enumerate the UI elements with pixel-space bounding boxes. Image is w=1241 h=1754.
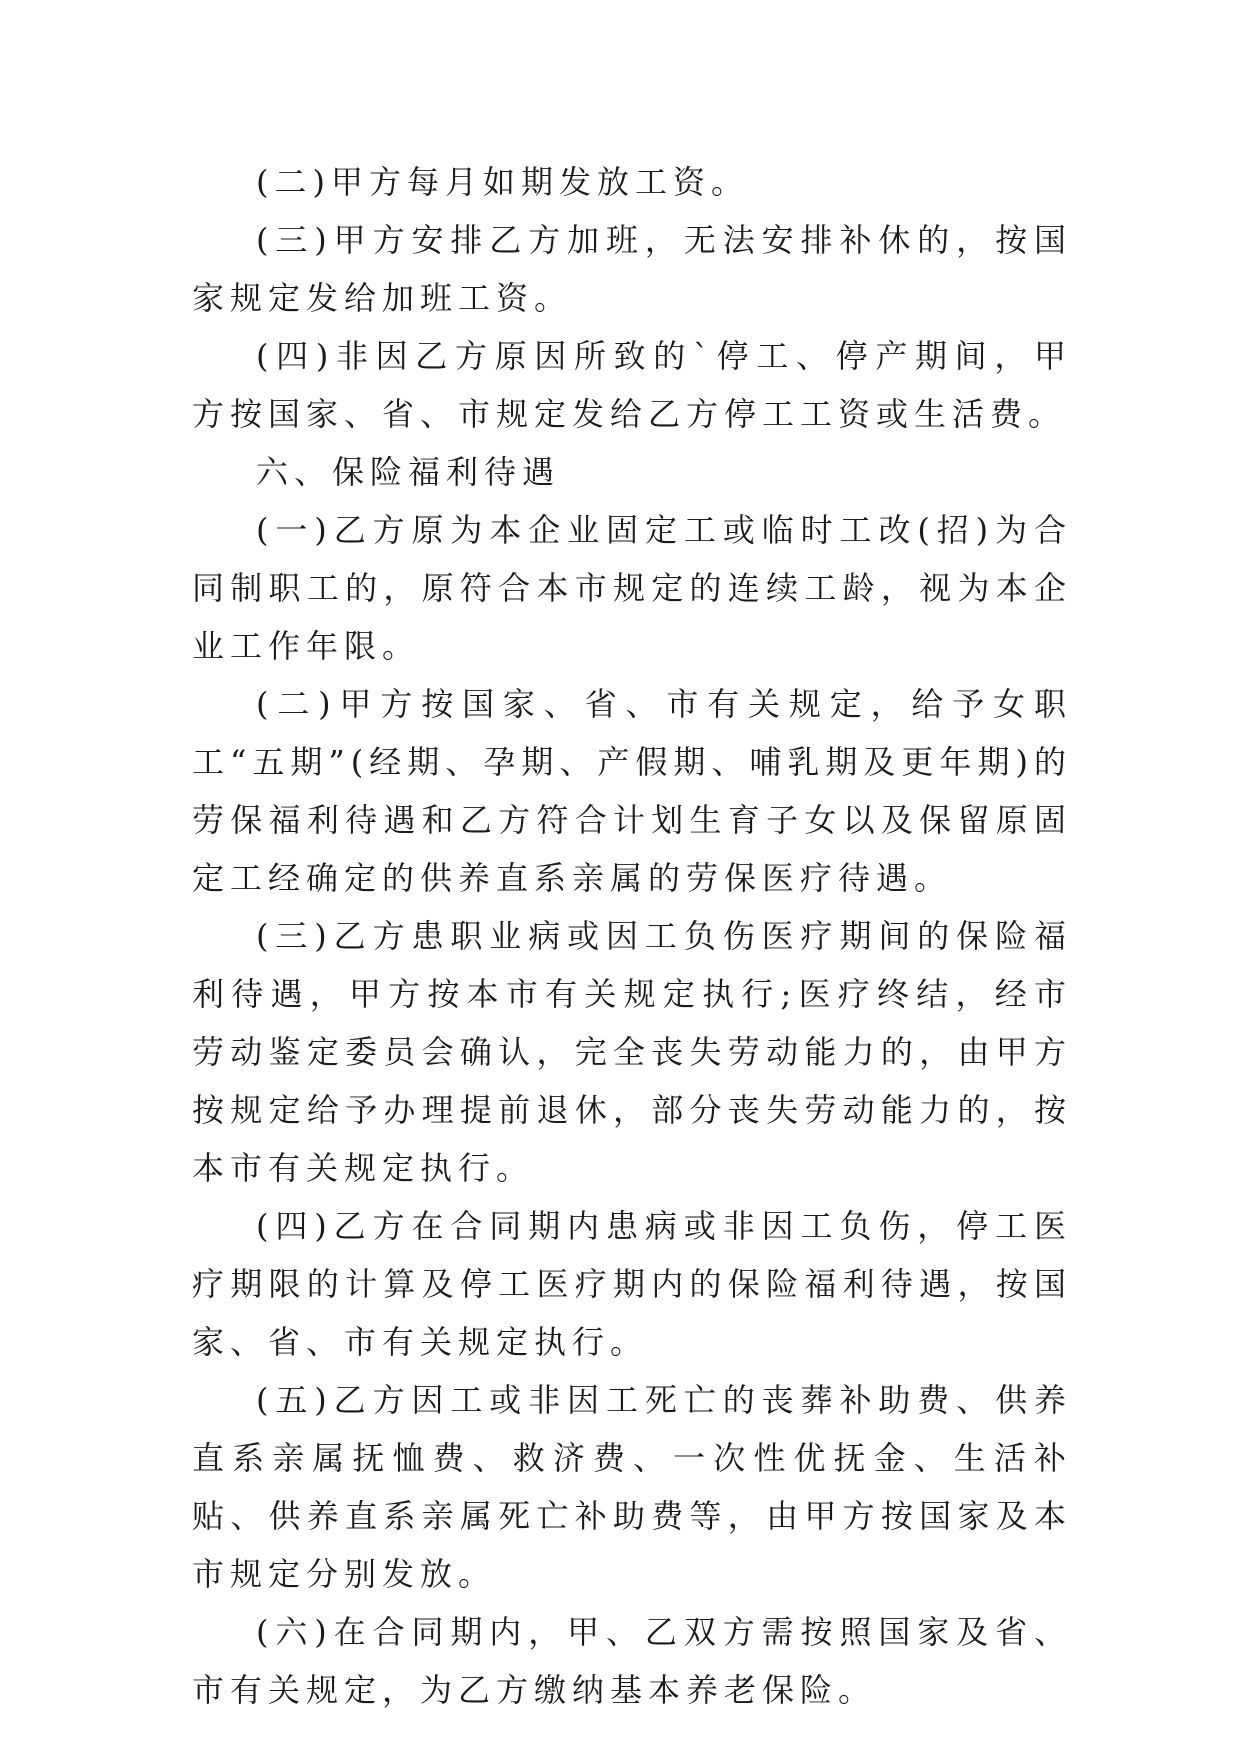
paragraph-death-benefits: (五)乙方因工或非因工死亡的丧葬补助费、供养直系亲属抚恤费、救济费、一次性优抚金、生活补贴、供养直系亲属死亡补助费等，由甲方按国家及本市规定分别发放。: [192, 1381, 1072, 1593]
section-heading-insurance: 六、保险福利待遇: [256, 453, 561, 491]
paragraph-female-benefits: (二)甲方按国家、省、市有关规定，给予女职工“五期”(经期、孕期、产假期、哺乳期及更年期)的劳保福利待遇和乙方符合计划生育子女以及保留原固定工经确定的供养直系亲属的劳保医疗待遇。: [192, 685, 1072, 897]
paragraph-overtime-pay: (三)甲方安排乙方加班，无法安排补休的，按国家规定发给加班工资。: [192, 221, 1072, 317]
paragraph-illness-leave: (四)乙方在合同期内患病或非因工负伤，停工医疗期限的计算及停工医疗期内的保险福利待遇，按国家、省、市有关规定执行。: [192, 1207, 1072, 1361]
paragraph-occupational-injury: (三)乙方患职业病或因工负伤医疗期间的保险福利待遇，甲方按本市有关规定执行;医疗终结，经市劳动鉴定委员会确认，完全丧失劳动能力的，由甲方按规定给予办理提前退休，部分丧失劳动能力的，按本市有关规定执行。: [192, 917, 1072, 1187]
document-body: [192, 153, 1072, 1719]
paragraph-seniority: (一)乙方原为本企业固定工或临时工改(招)为合同制职工的，原符合本市规定的连续工龄，视为本企业工作年限。: [192, 511, 1072, 665]
paragraph-wage-monthly: (二)甲方每月如期发放工资。: [256, 163, 749, 201]
paragraph-pension-insurance: (六)在合同期内，甲、乙双方需按照国家及省、市有关规定，为乙方缴纳基本养老保险。: [192, 1613, 1072, 1709]
paragraph-work-stoppage: (四)非因乙方原因所致的`停工、停产期间，甲方按国家、省、市规定发给乙方停工工资或生活费。: [192, 337, 1072, 433]
